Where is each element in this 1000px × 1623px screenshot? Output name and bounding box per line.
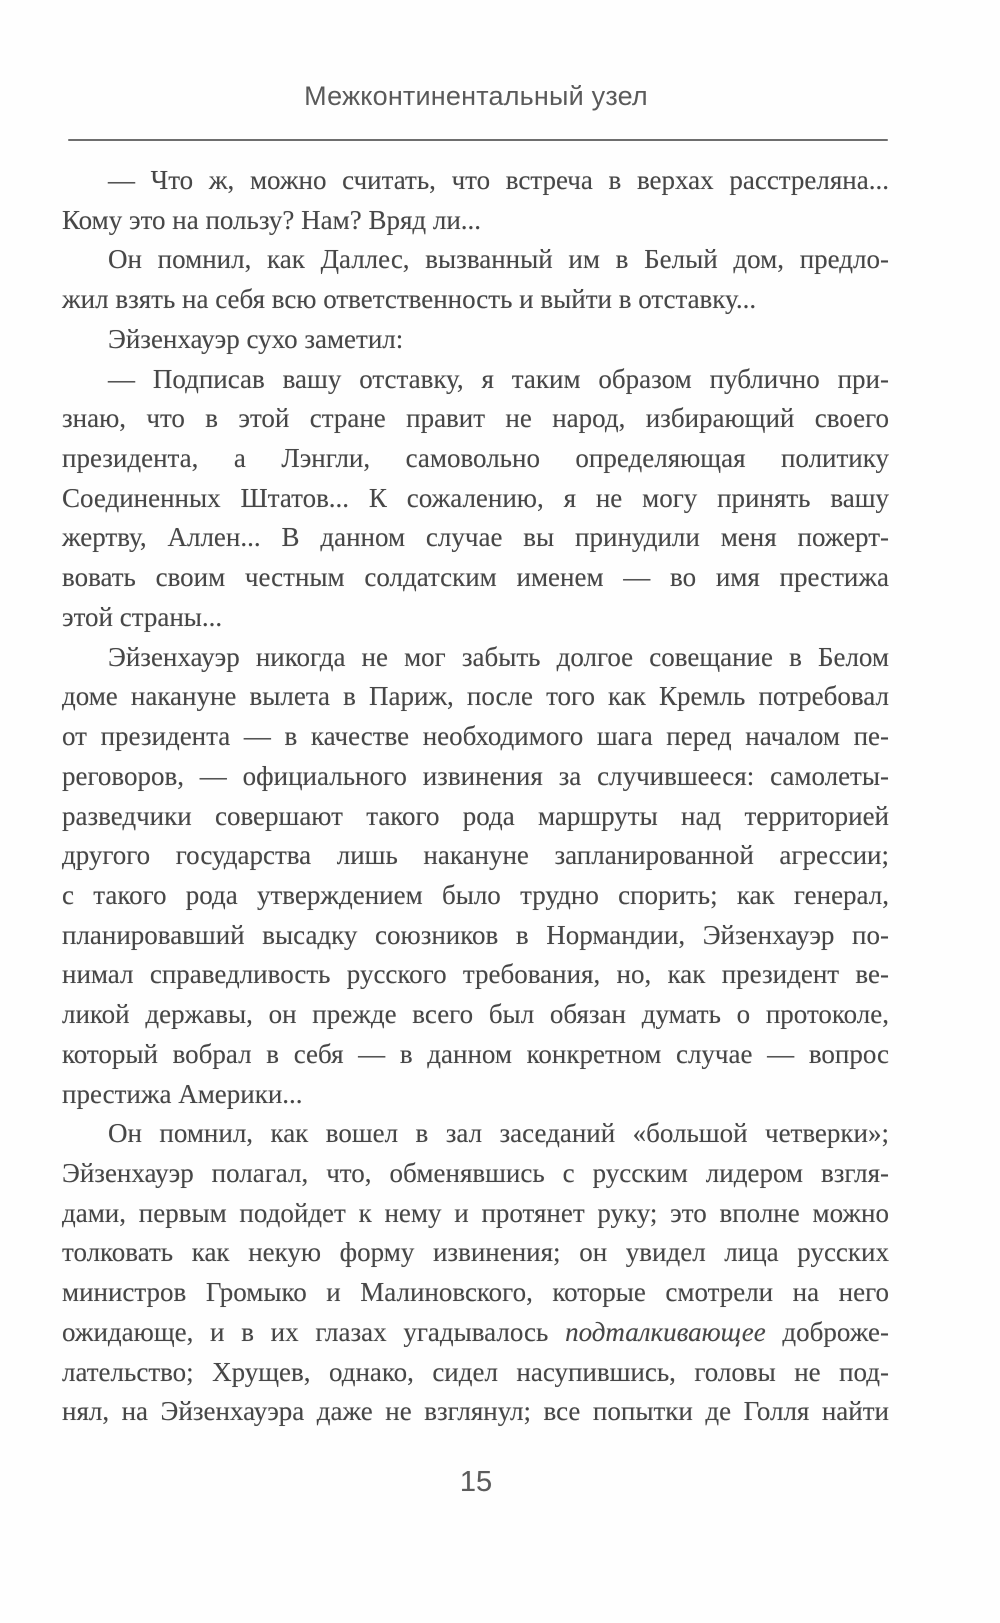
page-text [62, 161, 889, 1432]
text-line: Соединенных Штатов... К сожалению, я не могу принять вашу [62, 482, 889, 513]
text-line: другого государства лишь накануне запланированной агрессии; [62, 840, 889, 871]
text-line: жил взять на себя всю ответственность и выйти в отставку... [62, 284, 757, 315]
text-line: планировавший высадку союзников в Нормандии, Эйзенхауэр по- [62, 919, 889, 950]
text-line: знаю, что в этой стране правит не народ, избирающий своего [62, 403, 889, 434]
text-line: жертву, Аллен... В данном случае вы принудили меня пожерт- [62, 522, 889, 553]
running-header: Межконтинентальный узел [304, 81, 648, 111]
text-line: министров Громыко и Малиновского, которые смотрели на него [62, 1277, 889, 1308]
page-number: 15 [459, 1466, 493, 1498]
text-line: с такого рода утверждением было трудно спорить; как генерал, [62, 879, 889, 910]
text-line: Он помнил, как Даллес, вызванный им в Белый дом, предло- [108, 244, 889, 275]
text-line: Он помнил, как вошел в зал заседаний «большой четверки»; [108, 1118, 889, 1149]
text-line: Кому это на пользу? Нам? Вряд ли... [62, 204, 482, 235]
text-line: этой страны... [62, 601, 223, 632]
text-line: ликой державы, он прежде всего был обязан думать о протоколе, [62, 999, 889, 1030]
text-line: дами, первым подойдет к нему и протянет руку; это вполне можно [62, 1197, 889, 1228]
text-line: доме накануне вылета в Париж, после того как Кремль потребовал [62, 681, 889, 712]
text-line: от президента — в качестве необходимого шага перед началом пе- [62, 721, 889, 752]
text-line: Эйзенхауэр сухо заметил: [108, 323, 404, 354]
text-line: реговоров, — официального извинения за случившееся: самолеты- [62, 760, 889, 791]
text-line: разведчики совершают такого рода маршруты над территорией [62, 800, 889, 831]
text-line: престижа Америки... [62, 1078, 303, 1109]
text-line: Эйзенхауэр полагал, что, обменявшись с русским лидером взгля- [62, 1157, 889, 1188]
text-line: — Что ж, можно считать, что встреча в верхах расстреляна... [108, 165, 889, 195]
text-line: — Подписав вашу отставку, я таким образом публично при- [108, 363, 889, 394]
text-line: ожидающе, и в их глазах угадывалось подталкивающее доброже- [62, 1316, 889, 1347]
header-rule [68, 139, 888, 141]
text-line: вовать своим честным солдатским именем — во имя престижа [62, 562, 889, 593]
text-line: Эйзенхауэр никогда не мог забыть долгое совещание в Белом [108, 641, 889, 672]
text-line: президента, а Лэнгли, самовольно определяющая политику [62, 443, 889, 474]
text-line: толковать как некую форму извинения; он увидел лица русских [62, 1237, 889, 1268]
text-line: который вобрал в себя — в данном конкретном случае — вопрос [62, 1038, 889, 1069]
text-line: нимал справедливость русского требования, но, как президент ве- [62, 959, 889, 990]
text-line: лательство; Хрущев, однако, сидел насупившись, головы не под- [62, 1356, 889, 1387]
text-line: нял, на Эйзенхауэра даже не взглянул; все попытки де Голля найти [62, 1396, 889, 1427]
